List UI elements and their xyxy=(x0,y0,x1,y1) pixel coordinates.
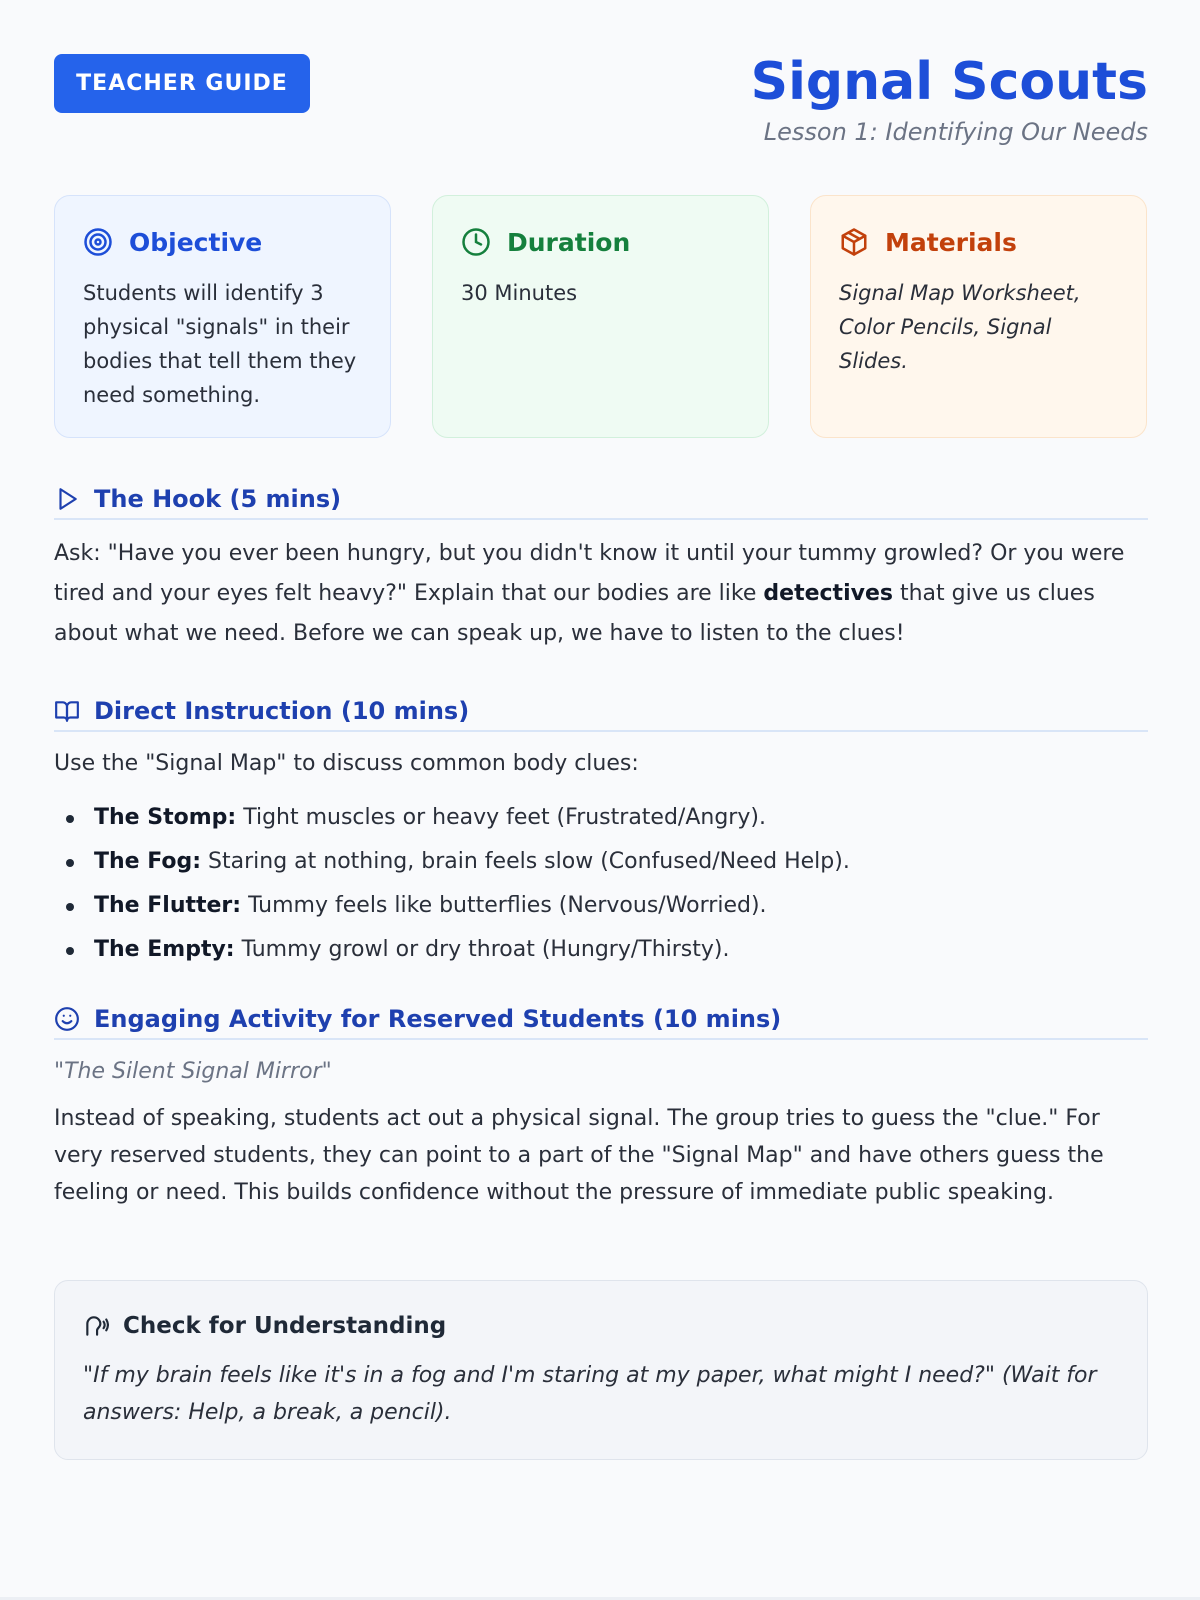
hook-heading: The Hook (5 mins) xyxy=(94,485,342,513)
page-title: Signal Scouts xyxy=(750,52,1148,112)
instruction-heading: Direct Instruction (10 mins) xyxy=(94,697,470,725)
lesson-subtitle: Lesson 1: Identifying Our Needs xyxy=(763,118,1148,146)
check-for-understanding-box xyxy=(54,1280,1148,1460)
smile-icon xyxy=(54,1006,80,1032)
clock-icon xyxy=(461,227,491,257)
duration-title: Duration xyxy=(507,227,631,257)
hook-emphasis: detectives xyxy=(763,581,893,606)
duration-card-header xyxy=(461,226,740,258)
duration-card xyxy=(432,195,769,438)
objective-text: Students will identify 3 physical "signals" in their bodies that tell them they need something. xyxy=(83,281,357,407)
instruction-header xyxy=(54,692,1148,732)
activity-text: Instead of speaking, students act out a physical signal. The group tries to guess the "clue." For very reserved students, they can point to a part of the "Signal Map" and have others guess the feeling or need. This builds confidence without the pressure of immediate public speaking. xyxy=(54,1106,1104,1205)
materials-text: Signal Map Worksheet, Color Pencils, Signal Slides. xyxy=(839,281,1081,373)
hook-header xyxy=(54,480,1148,520)
list-item: The Fog: Staring at nothing, brain feels slow (Confused/Need Help). xyxy=(54,840,1148,884)
hook-text: Ask: "Have you ever been hungry, but you didn't know it until your tummy growled? Or you were tired and your eyes felt heavy?" Explain that our bodies are like detectives that give us clues about what we need. Before we can speak up, we have to listen to the clues! xyxy=(54,541,1125,646)
materials-card-header xyxy=(839,226,1118,258)
objective-title: Objective xyxy=(129,227,263,257)
activity-title-quote: "The Silent Signal Mirror" xyxy=(54,1059,332,1084)
materials-title: Materials xyxy=(885,227,1017,257)
hook-section xyxy=(54,480,1148,654)
speech-icon xyxy=(83,1313,109,1339)
target-icon xyxy=(83,227,113,257)
header xyxy=(54,54,1148,154)
activity-header xyxy=(54,1000,1148,1040)
check-question: "If my brain feels like it's in a fog and I'm staring at my paper, what might I need?" (Wait for answers: Help, a break, a pencil). xyxy=(83,1363,1097,1425)
check-heading: Check for Understanding xyxy=(123,1313,447,1339)
activity-section xyxy=(54,1000,1148,1211)
list-item: The Empty: Tummy growl or dry throat (Hungry/Thirsty). xyxy=(54,928,1148,972)
book-open-icon xyxy=(54,698,80,724)
duration-text: 30 Minutes xyxy=(461,281,578,305)
objective-card xyxy=(54,195,391,438)
list-item: The Stomp: Tight muscles or heavy feet (Frustrated/Angry). xyxy=(54,796,1148,840)
instruction-section xyxy=(54,692,1148,972)
objective-card-header xyxy=(83,226,362,258)
package-icon xyxy=(839,227,869,257)
body-clues-list xyxy=(54,796,1148,972)
teacher-guide-page xyxy=(54,52,1148,1425)
instruction-intro: Use the "Signal Map" to discuss common body clues: xyxy=(54,751,639,776)
teacher-guide-badge[interactable]: TEACHER GUIDE xyxy=(54,54,310,113)
list-item: The Flutter: Tummy feels like butterflies (Nervous/Worried). xyxy=(54,884,1148,928)
materials-card xyxy=(810,195,1147,438)
info-cards xyxy=(54,195,1148,438)
activity-heading: Engaging Activity for Reserved Students (10 mins) xyxy=(94,1005,782,1033)
check-header xyxy=(83,1309,1119,1343)
play-icon xyxy=(54,486,80,512)
